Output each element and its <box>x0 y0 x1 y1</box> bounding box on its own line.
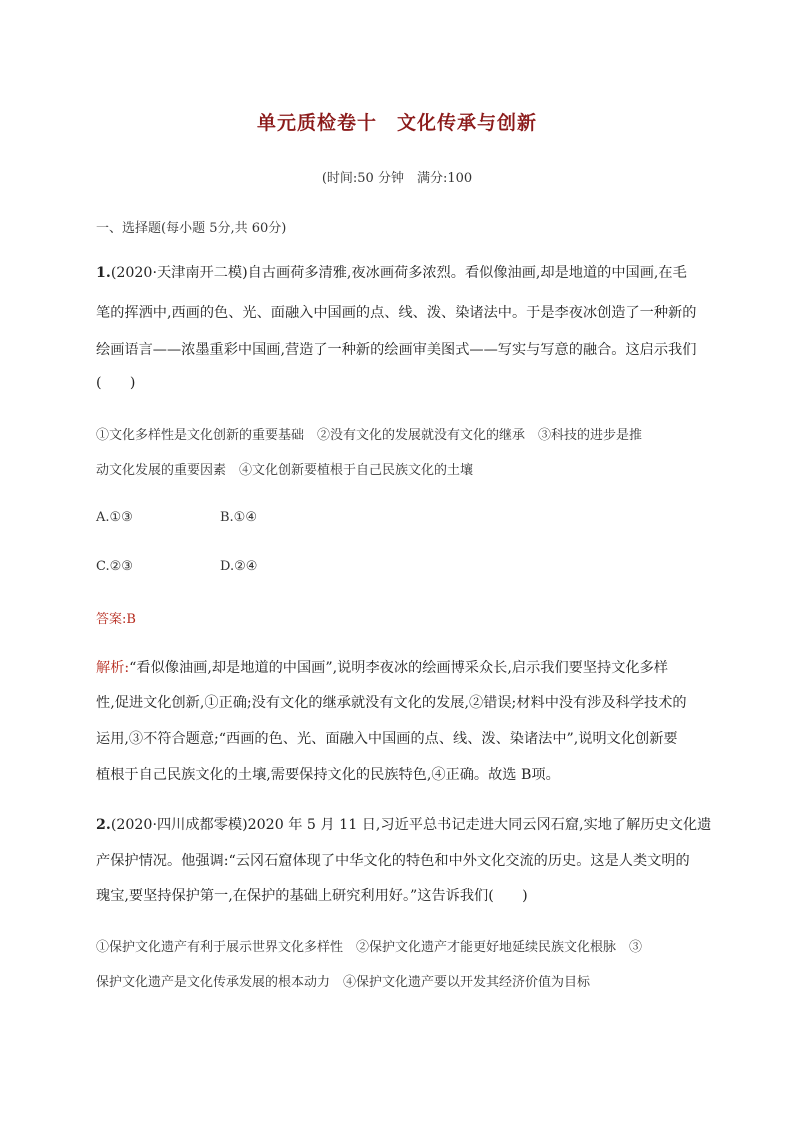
q2-line-3: 瑰宝,要坚持保护第一,在保护的基础上研究利用好。”这告诉我们( ) <box>96 888 528 904</box>
q1-analysis-4: 植根于自己民族文化的土壤,需要保持文化的民族特色,④正确。故选 B项。 <box>96 767 560 783</box>
q1-analysis-2: 性,促进文化创新,①正确;没有文化的继承就没有文化的发展,②错误;材料中没有涉及科学技术的 <box>96 695 687 711</box>
q1-statements-2: 动文化发展的重要因素 ④文化创新要植根于自己民族文化的土壤 <box>96 463 474 478</box>
q1-option-b: B.①④ <box>220 510 257 525</box>
q1-answer: 答案:B <box>96 612 136 627</box>
analysis-label: 解析: <box>96 660 130 676</box>
q2-line-1: 2.(2020·四川成都零模)2020 年 5 月 11 日,习近平总书记走进大同云冈石窟,实地了解历史文化遗 <box>96 817 712 833</box>
q1-blank: ( ) <box>96 375 136 391</box>
q2-statements-2: 保护文化遗产是文化传承发展的根本动力 ④保护文化遗产要以开发其经济价值为目标 <box>96 975 591 990</box>
q1-line-3: 绘画语言——浓墨重彩中国画,营造了一种新的绘画审美图式——写实与写意的融合。这启示我们 <box>96 342 697 358</box>
section-heading: 一、选择题(每小题 5分,共 60分) <box>96 221 287 236</box>
q1-line-1: 1.(2020·天津南开二模)自古画荷多清雅,夜冰画荷多浓烈。看似像油画,却是地道的中国画,在毛 <box>96 265 687 281</box>
q1-option-a: A.①③ <box>96 510 133 525</box>
q1-option-c: C.②③ <box>96 559 133 574</box>
q1-statements-1: ①文化多样性是文化创新的重要基础 ②没有文化的发展就没有文化的继承 ③科技的进步是推 <box>96 428 643 443</box>
exam-meta: (时间:50 分钟 满分:100 <box>321 171 473 186</box>
q1-analysis-3: 运用,③不符合题意;“西画的色、光、面融入中国画的点、线、泼、染诸法中”,说明文化创新要 <box>96 731 678 747</box>
q1-option-d: D.②④ <box>220 559 258 574</box>
q2-statements-1: ①保护文化遗产有利于展示世界文化多样性 ②保护文化遗产才能更好地延续民族文化根脉 ③ <box>96 940 643 955</box>
q2-line-2: 产保护情况。他强调:“云冈石窟体现了中华文化的特色和中外文化交流的历史。这是人类文明的 <box>96 853 690 869</box>
document-title: 单元质检卷十 文化传承与创新 <box>256 112 537 134</box>
q2-number: 2. <box>96 817 111 833</box>
q1-analysis-1: 解析:“看似像油画,却是地道的中国画”,说明李夜冰的绘画博采众长,启示我们要坚持文化多样 <box>96 660 668 676</box>
q1-number: 1. <box>96 265 111 281</box>
q1-line-2: 笔的挥洒中,西画的色、光、面融入中国画的点、线、泼、染诸法中。于是李夜冰创造了一种新的 <box>96 305 697 321</box>
